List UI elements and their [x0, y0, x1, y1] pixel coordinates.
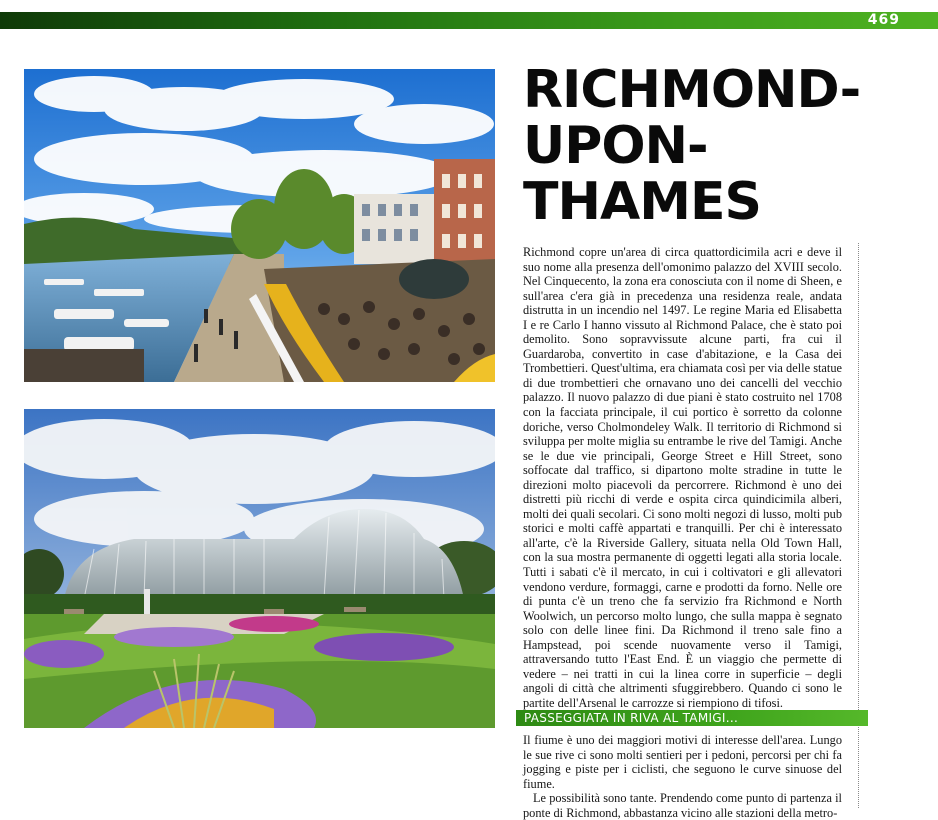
title-line-3: THAMES [523, 172, 761, 232]
section-paragraph-2: Le possibilità sono tante. Prendendo come punto di partenza il ponte di Richmond, abbastanza vicino alle stazioni della metro- [523, 791, 842, 820]
riverside-photo-graphic [24, 69, 495, 382]
section-heading: PASSEGGIATA IN RIVA AL TAMIGI... [516, 710, 868, 726]
glasshouse-photo-graphic [24, 409, 495, 728]
page-number: 469 [867, 12, 900, 28]
title-line-1: RICHMOND- [523, 60, 861, 120]
page-title [523, 62, 883, 230]
glasshouse-photo [24, 409, 495, 728]
section-paragraph-1: Il fiume è uno dei maggiori motivi di interesse dell'area. Lungo le sue rive ci sono molti sentieri per i pedoni, percorsi per chi fa jogging e piste per i ciclisti, che seguono le curve sinuose del fiume. [523, 733, 842, 791]
section-body [523, 733, 842, 820]
riverside-photo [24, 69, 495, 382]
top-color-bar [0, 12, 938, 29]
title-line-2: UPON- [523, 116, 708, 176]
article-body: Richmond copre un'area di circa quattordicimila acri e deve il suo nome alla presenza dell'omonimo palazzo del XVIII secolo. Nel Cinquecento, la zona era conosciuta con il nome di Sheen, e sull'area c'era già in precedenza una residenza reale, andata distrutta in un incendio nel 1497. Le regine Maria ed Elisabetta I e re Carlo I hanno vissuto al Richmond Palace, che è stato poi demolito. Sono sopravvissute alcune parti, fra cui il Guardaroba, convertito in case d'abitazione, e la Casa dei Trombettieri. Quest'ultima, era chiamata così per via delle statue di due trombettieri che ornavano uno dei cancelli del vecchio palazzo. Il nuovo palazzo di due piani è stato costruito nel 1708 con la facciata principale, il cui portico è sorretto da colonne doriche, verso Cholmondeley Walk. Il territorio di Richmond si sviluppa per molte miglia su entrambe le rive del Tamigi. Anche se le due vie principali, George Street e Hill Street, sono soffocate dal traffico, si dipartono molte stradine in tutte le direzioni molto piacevoli da percorrere. Richmond è uno dei distretti più ricchi di verde e ospita circa quindicimila alberi, molti dei quali secolari. Ci sono molti negozi di lusso, molti pub storici e molti caffè appartati e tranquilli. Per chi è interessato all'arte, c'è la Riverside Gallery, situata nella Old Town Hall, con la sua mostra permanente di oggetti legati alla storia locale. Tutti i sabati c'è il mercato, in cui i coltivatori e gli allevatori vendono verdure, formaggi, carne e prodotti da forno. Nelle ore di punta c'è un treno che fa servizio fra Richmond e North Woolwich, un percorso molto lungo, che sulla mappa è segnato solo con delle linee fini. Da Richmond il treno sale fino a Hampstead, poi scende nuovamente verso il Tamigi, attraversando tutto l'East End. È un viaggio che permette di vedere – nei tratti in cui la linea corre in superficie – degli angoli di città che altrimenti sfuggirebbero. Quando ci sono le partite dell'Arsenal le carrozze si riempiono di tifosi. [523, 245, 842, 710]
